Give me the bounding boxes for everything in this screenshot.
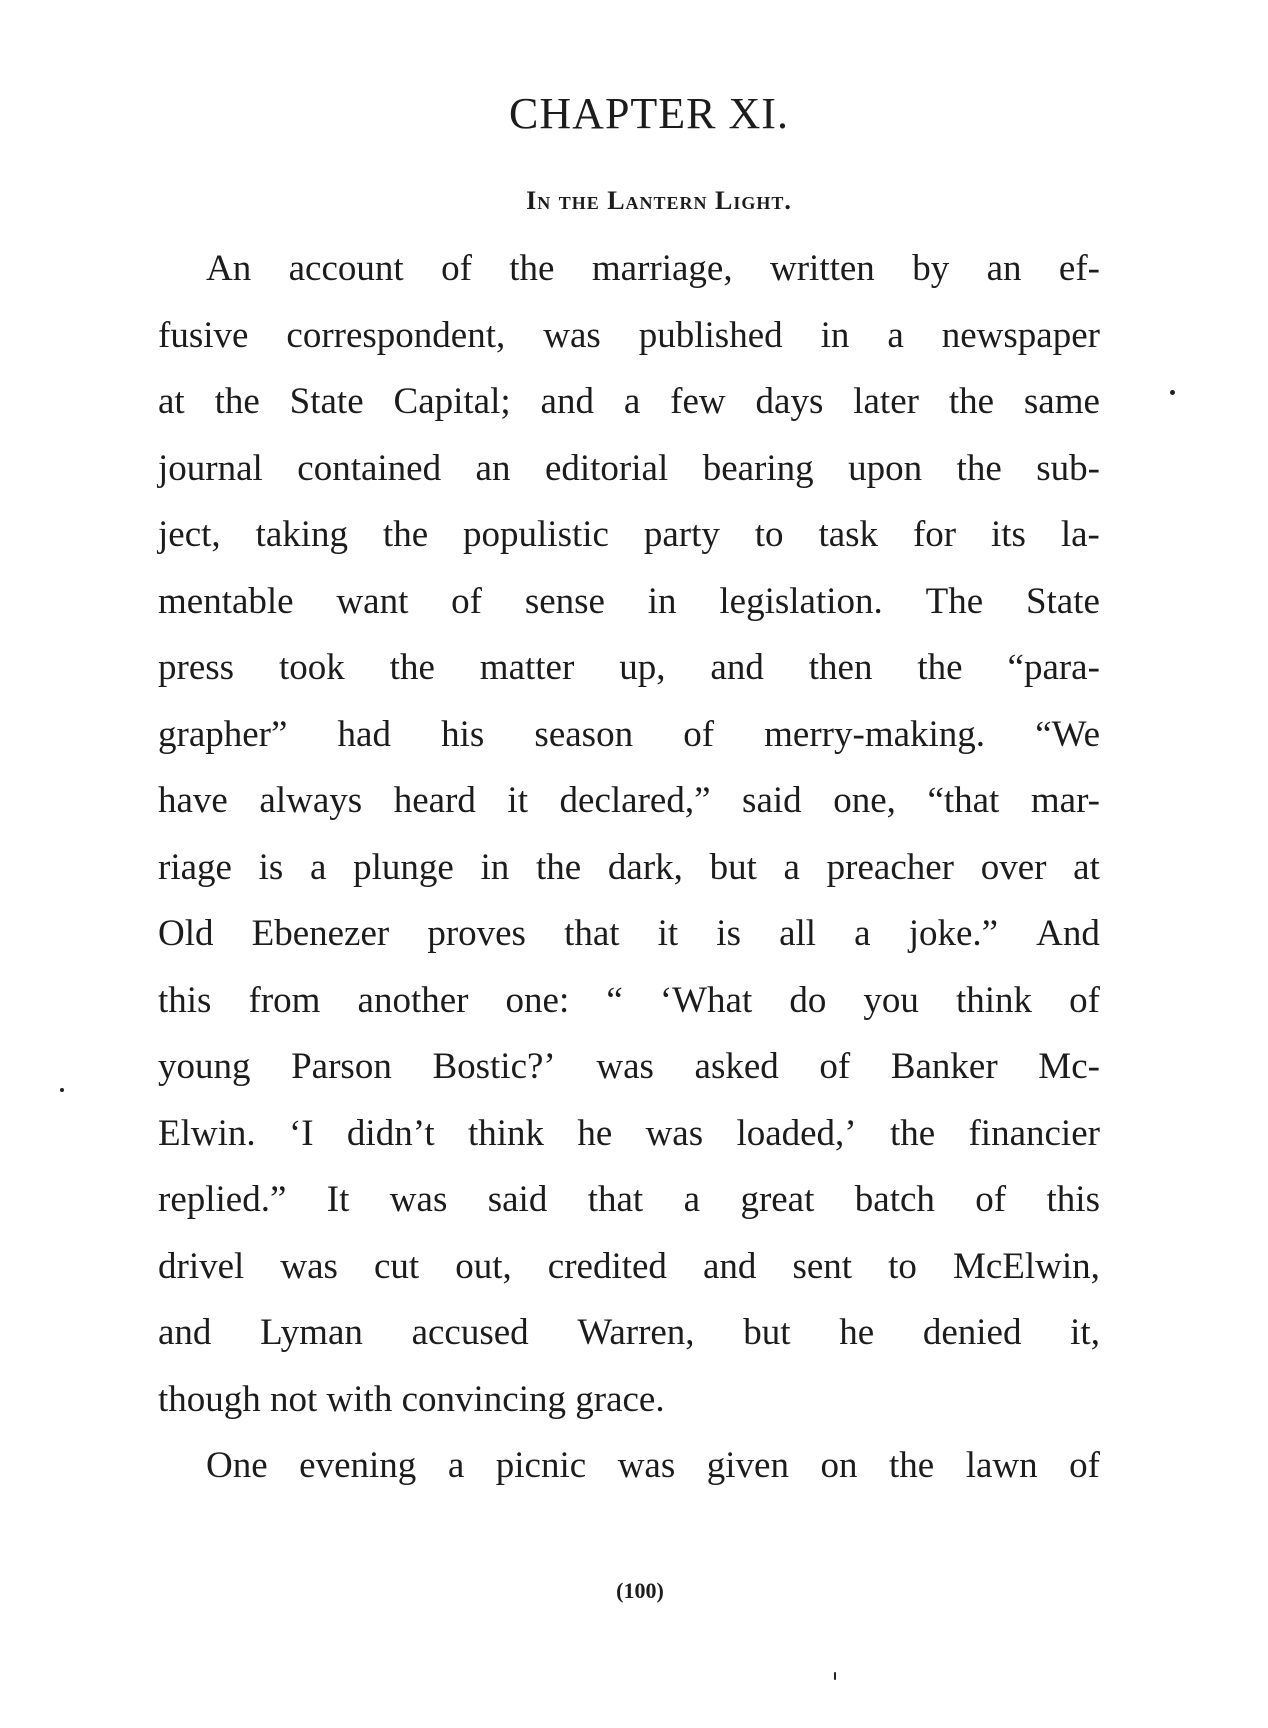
word: said: [487, 1179, 548, 1220]
text-line: [158, 569, 1100, 636]
word: evening: [299, 1445, 417, 1486]
word: matter: [479, 647, 575, 688]
word: had: [337, 713, 391, 755]
word: press: [158, 647, 235, 688]
word: was: [617, 1445, 676, 1486]
word: an: [986, 248, 1022, 289]
word: a: [887, 314, 904, 356]
word: the: [956, 447, 1002, 489]
word: lawn: [965, 1445, 1038, 1486]
word: in: [647, 580, 677, 622]
word: young: [158, 1046, 251, 1087]
word: accused: [411, 1312, 529, 1353]
word: mar-: [1030, 780, 1100, 821]
word: “para-: [1007, 647, 1100, 688]
word: given: [706, 1445, 789, 1486]
word: la-: [1060, 514, 1100, 555]
word: fusive: [158, 314, 249, 356]
word: Parson: [291, 1046, 392, 1087]
word: said: [742, 780, 802, 821]
word: from: [248, 979, 321, 1021]
text-line: [158, 436, 1100, 503]
word: plunge: [353, 846, 454, 888]
word: the: [948, 381, 995, 422]
word: It: [326, 1179, 350, 1220]
word: the: [889, 1112, 936, 1154]
word: a: [447, 1445, 465, 1486]
word: of: [1069, 1445, 1100, 1486]
word: contained: [297, 447, 442, 489]
word: days: [755, 381, 824, 422]
word: he: [839, 1312, 875, 1353]
word: State: [1025, 580, 1100, 622]
text-line: [158, 702, 1100, 769]
word: newspaper: [941, 314, 1100, 356]
word: and: [158, 1312, 212, 1353]
word: sense: [524, 580, 605, 622]
word: then: [808, 647, 873, 688]
word: the: [382, 514, 429, 555]
word: by: [912, 248, 950, 289]
word: Capital;: [393, 381, 511, 422]
word: published: [638, 314, 783, 356]
word: legislation.: [719, 580, 883, 622]
word: but: [709, 846, 757, 888]
word: was: [596, 1046, 654, 1087]
text-line: [158, 236, 1100, 303]
word: drivel: [158, 1245, 245, 1287]
word: in: [820, 314, 850, 356]
word: bearing: [702, 447, 814, 489]
word: financier: [968, 1112, 1100, 1154]
word: and: [702, 1245, 757, 1287]
text-line: [158, 835, 1100, 902]
word: marriage,: [591, 248, 733, 289]
word: its: [991, 514, 1026, 555]
word: ject,: [158, 514, 221, 555]
word: a: [310, 846, 327, 888]
word: Elwin.: [158, 1112, 256, 1154]
text-line: [158, 1300, 1100, 1367]
word: denied: [922, 1312, 1022, 1353]
chapter-title: CHAPTER XI.: [509, 89, 789, 138]
word: sent: [792, 1245, 853, 1287]
word: the: [888, 1445, 935, 1486]
ink-speck: [1170, 390, 1175, 395]
word: didn’t: [346, 1112, 435, 1154]
word: same: [1023, 381, 1100, 422]
word: preacher: [826, 846, 955, 888]
word: ‘I: [288, 1112, 314, 1154]
word: think: [467, 1112, 545, 1154]
word: picnic: [495, 1445, 587, 1486]
word: populistic: [463, 514, 609, 555]
word: and: [710, 647, 764, 688]
word: the: [214, 381, 260, 422]
text-line: [158, 1433, 1100, 1500]
word: task: [818, 514, 879, 555]
word: at: [1073, 846, 1100, 888]
word: of: [451, 580, 482, 622]
word: the: [536, 846, 582, 888]
word: all: [779, 913, 817, 954]
word: replied.”: [158, 1179, 287, 1220]
word: the: [389, 647, 435, 688]
word: account: [288, 248, 404, 289]
word: Lyman: [260, 1312, 363, 1353]
word: The: [925, 580, 984, 622]
text-line: [158, 1101, 1100, 1168]
ink-speck: [60, 1088, 64, 1092]
text-line: though not with convincing grace.: [158, 1378, 665, 1420]
word: And: [1036, 913, 1100, 954]
word: merry-making.: [764, 713, 986, 755]
word: a: [683, 1179, 701, 1220]
word: but: [743, 1312, 791, 1353]
word: credited: [547, 1245, 667, 1287]
word: want: [336, 580, 409, 622]
word: grapher”: [158, 713, 288, 755]
body-text: [158, 236, 1100, 1500]
word: editorial: [544, 447, 669, 489]
word: One: [206, 1445, 268, 1486]
word: over: [980, 846, 1047, 888]
word: that: [587, 1179, 644, 1220]
word: of: [975, 1179, 1007, 1220]
word: you: [863, 979, 919, 1021]
word: an: [475, 447, 511, 489]
word: declared,”: [559, 780, 711, 821]
text-line: [158, 502, 1100, 569]
word: is: [716, 913, 741, 954]
word: it: [507, 780, 528, 821]
word: journal: [158, 447, 263, 489]
word: mentable: [158, 580, 294, 622]
text-line: [158, 968, 1100, 1035]
word: and: [540, 381, 594, 422]
word: a: [854, 913, 871, 954]
text-line: [158, 901, 1100, 968]
text-line: [158, 1234, 1100, 1301]
word: the: [917, 647, 963, 688]
word: always: [259, 780, 363, 821]
word: heard: [393, 780, 476, 821]
word: was: [645, 1112, 704, 1154]
word: Old: [158, 913, 214, 954]
word: “: [606, 979, 623, 1021]
word: dark,: [607, 846, 683, 888]
word: correspondent,: [286, 314, 506, 356]
word: sub-: [1036, 447, 1100, 489]
word: of: [819, 1046, 851, 1087]
text-line: [158, 303, 1100, 370]
word: one:: [505, 979, 570, 1021]
word: do: [789, 979, 827, 1021]
word: later: [853, 381, 919, 422]
word: he: [577, 1112, 613, 1154]
word: Banker: [890, 1046, 998, 1087]
word: Warren,: [577, 1312, 695, 1353]
word: of: [683, 713, 715, 755]
word: was: [543, 314, 601, 356]
chapter-subtitle: In the Lantern Light.: [526, 186, 792, 215]
word: McElwin,: [952, 1245, 1100, 1287]
word: ef-: [1058, 248, 1100, 289]
word: great: [740, 1179, 815, 1220]
word: this: [1046, 1179, 1100, 1220]
word: one,: [833, 780, 896, 821]
word: of: [441, 248, 472, 289]
word: riage: [158, 846, 232, 888]
word: State: [289, 381, 364, 422]
word: in: [480, 846, 510, 888]
word: written: [770, 248, 875, 289]
word: took: [278, 647, 345, 688]
word: his: [441, 713, 485, 755]
word: cut: [373, 1245, 420, 1287]
word: Mc-: [1038, 1046, 1100, 1087]
word: on: [820, 1445, 858, 1486]
word: was: [280, 1245, 338, 1287]
word: taking: [255, 514, 349, 555]
word: the: [509, 248, 555, 289]
word: asked: [694, 1046, 779, 1087]
word: up,: [619, 647, 666, 688]
word: of: [1069, 979, 1100, 1021]
word: to: [888, 1245, 917, 1287]
word: this: [158, 979, 212, 1021]
page-number: (100): [616, 1578, 664, 1603]
word: at: [158, 381, 185, 422]
word: another: [357, 979, 469, 1021]
word: was: [389, 1179, 448, 1220]
word: joke.”: [908, 913, 999, 954]
word: a: [623, 381, 641, 422]
word: to: [754, 514, 784, 555]
word: out,: [455, 1245, 512, 1287]
word: season: [534, 713, 634, 755]
text-line: [158, 1167, 1100, 1234]
word: party: [643, 514, 720, 555]
text-line: [158, 1034, 1100, 1101]
ink-speck: [834, 1672, 836, 1680]
word: “that: [927, 780, 1000, 821]
word: ‘What: [659, 979, 753, 1021]
word: proves: [427, 913, 526, 954]
word: An: [206, 248, 252, 289]
word: Bostic?’: [432, 1046, 556, 1087]
word: for: [912, 514, 957, 555]
word: “We: [1035, 713, 1100, 755]
word: it,: [1070, 1312, 1100, 1353]
word: Ebenezer: [251, 913, 390, 954]
word: batch: [854, 1179, 935, 1220]
word: have: [158, 780, 228, 821]
text-line: [158, 635, 1100, 702]
word: upon: [848, 447, 923, 489]
word: a: [783, 846, 800, 888]
word: it: [657, 913, 679, 954]
word: loaded,’: [736, 1112, 857, 1154]
word: is: [258, 846, 284, 888]
text-line: [158, 369, 1100, 436]
word: think: [955, 979, 1033, 1021]
word: few: [670, 381, 726, 422]
text-line: [158, 768, 1100, 835]
word: that: [564, 913, 620, 954]
